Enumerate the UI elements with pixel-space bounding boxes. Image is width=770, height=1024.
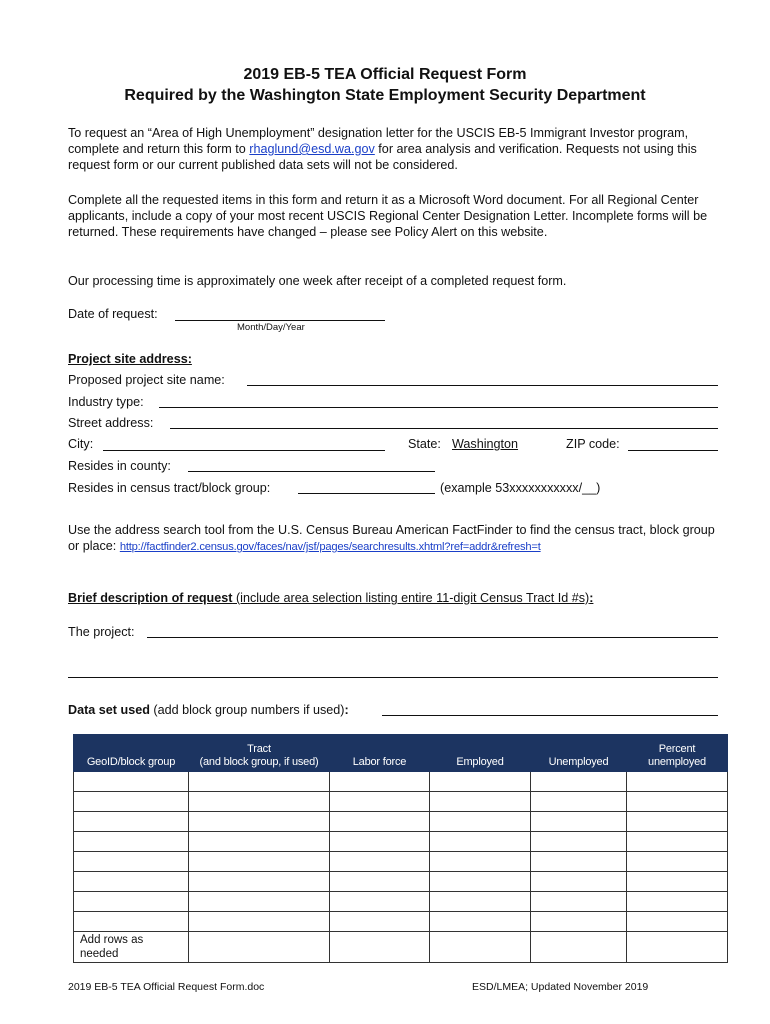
census-tool-text: Use the address search tool from the U.S. Census Bureau American FactFinder to find the census tract, block group or place:	[68, 523, 715, 553]
col-header-unemployed-text: Unemployed	[548, 756, 609, 768]
table-cell[interactable]	[74, 832, 189, 852]
table-cell[interactable]	[189, 832, 330, 852]
city-field[interactable]	[103, 450, 385, 451]
table-cell[interactable]	[74, 892, 189, 912]
table-cell[interactable]	[74, 912, 189, 932]
email-link[interactable]: rhaglund@esd.wa.gov	[249, 142, 375, 156]
table-cell[interactable]	[430, 832, 531, 852]
table-cell[interactable]	[531, 932, 627, 963]
industry-label: Industry type:	[68, 395, 144, 409]
table-cell[interactable]	[531, 792, 627, 812]
table-header-row	[74, 735, 728, 772]
table-row	[74, 812, 728, 832]
dataset-label-note: (add block group numbers if used)	[149, 703, 345, 717]
table-cell[interactable]	[430, 772, 531, 792]
table-cell[interactable]	[430, 792, 531, 812]
brief-description-heading	[68, 590, 593, 606]
date-field[interactable]	[175, 320, 385, 321]
col-header-employed	[430, 735, 531, 772]
dataset-field[interactable]	[382, 715, 718, 716]
table-cell[interactable]	[74, 772, 189, 792]
table-row-add-rows	[74, 932, 728, 963]
date-hint: Month/Day/Year	[237, 322, 305, 333]
table-cell[interactable]	[330, 812, 430, 832]
county-label: Resides in county:	[68, 459, 171, 473]
tract-field[interactable]	[298, 493, 435, 494]
street-field[interactable]	[170, 428, 718, 429]
col-header-tract-text: Tract (and block group, if used)	[199, 743, 319, 768]
table-cell[interactable]	[430, 812, 531, 832]
table-cell[interactable]	[189, 892, 330, 912]
table-cell[interactable]	[627, 832, 728, 852]
table-row	[74, 912, 728, 932]
table-cell[interactable]	[189, 932, 330, 963]
table-cell[interactable]	[627, 792, 728, 812]
table-cell[interactable]	[531, 872, 627, 892]
table-row	[74, 892, 728, 912]
county-field[interactable]	[188, 471, 435, 472]
table-cell[interactable]	[430, 932, 531, 963]
site-name-field[interactable]	[247, 385, 718, 386]
table-cell[interactable]	[189, 912, 330, 932]
table-cell[interactable]	[330, 912, 430, 932]
table-cell[interactable]	[74, 872, 189, 892]
zip-field[interactable]	[628, 450, 718, 451]
table-cell[interactable]	[531, 772, 627, 792]
table-cell[interactable]	[330, 792, 430, 812]
table-row	[74, 852, 728, 872]
industry-field[interactable]	[159, 407, 718, 408]
table-cell[interactable]	[430, 852, 531, 872]
col-header-percent-unemployed-text: Percent unemployed	[648, 743, 706, 768]
table-cell[interactable]	[74, 792, 189, 812]
table-cell[interactable]	[189, 772, 330, 792]
project-site-heading: Project site address:	[68, 352, 192, 366]
table-cell[interactable]	[330, 892, 430, 912]
col-header-geoid-text: GeoID/block group	[86, 756, 176, 768]
table-cell[interactable]	[74, 812, 189, 832]
table-cell[interactable]	[189, 852, 330, 872]
col-header-geoid	[74, 735, 189, 772]
project-label: The project:	[68, 625, 135, 639]
table-cell[interactable]	[627, 892, 728, 912]
dataset-label-colon: :	[344, 703, 349, 717]
col-header-employed-text: Employed	[456, 756, 504, 768]
intro-paragraph-3: Our processing time is approximately one week after receipt of a completed request form.	[68, 274, 567, 288]
table-cell[interactable]	[330, 772, 430, 792]
intro-paragraph-1	[68, 125, 728, 173]
street-label: Street address:	[68, 416, 154, 430]
tract-example: (example 53xxxxxxxxxxx/__)	[440, 481, 601, 495]
table-cell[interactable]	[74, 852, 189, 872]
table-cell[interactable]	[627, 932, 728, 963]
form-title: 2019 EB-5 TEA Official Request Form	[243, 66, 527, 83]
table-cell[interactable]	[531, 852, 627, 872]
project-field-line-1[interactable]	[147, 637, 718, 638]
table-cell[interactable]	[330, 932, 430, 963]
intro-paragraph-2: Complete all the requested items in this form and return it as a Microsoft Word document. For all Regional Center applicants, include a copy of your most recent USCIS Regional Center Designation Letter. Incomplete forms will be returned. These requirements have changed – please see Policy Alert on this website.	[68, 193, 708, 239]
table-cell[interactable]	[189, 792, 330, 812]
table-cell[interactable]	[627, 912, 728, 932]
brief-heading-colon: :	[589, 591, 594, 605]
brief-heading-bold: Brief description of request	[68, 591, 233, 605]
dataset-label	[68, 702, 349, 718]
table-cell[interactable]	[627, 852, 728, 872]
table-cell[interactable]	[627, 812, 728, 832]
footer-updated: ESD/LMEA; Updated November 2019	[472, 981, 649, 993]
date-label: Date of request:	[68, 307, 158, 321]
project-field-line-2[interactable]	[68, 677, 718, 678]
add-rows-note: Add rows as needed	[74, 932, 189, 963]
table-cell[interactable]	[430, 912, 531, 932]
table-row	[74, 792, 728, 812]
table-cell[interactable]	[430, 872, 531, 892]
zip-label: ZIP code:	[566, 437, 620, 451]
table-cell[interactable]	[189, 812, 330, 832]
table-cell[interactable]	[627, 872, 728, 892]
state-value: Washington	[452, 437, 519, 451]
state-label: State:	[408, 437, 441, 451]
brief-heading-note: (include area selection listing entire 11-digit Census Tract Id #s)	[232, 591, 590, 605]
table-cell[interactable]	[531, 812, 627, 832]
table-row	[74, 872, 728, 892]
table-cell[interactable]	[531, 832, 627, 852]
table-cell[interactable]	[189, 872, 330, 892]
col-header-labor-force	[330, 735, 430, 772]
table-cell[interactable]	[531, 912, 627, 932]
table-row	[74, 772, 728, 792]
col-header-percent-unemployed	[627, 735, 728, 772]
census-tool-paragraph	[68, 522, 728, 555]
intro-text-before-link: To request an “Area of High Unemployment” designation letter for the USCIS EB-5 Immigrant Investor program, complete and return this form to	[68, 126, 689, 156]
data-table	[73, 734, 728, 963]
city-label: City:	[68, 437, 94, 451]
table-cell[interactable]	[330, 852, 430, 872]
col-header-unemployed	[531, 735, 627, 772]
factfinder-link[interactable]: http://factfinder2.census.gov/faces/nav/jsf/pages/searchresults.xhtml?ref=addr&refresh=t	[119, 541, 541, 553]
col-header-labor-force-text: Labor force	[352, 756, 407, 768]
table-cell[interactable]	[531, 892, 627, 912]
tract-label: Resides in census tract/block group:	[68, 481, 271, 495]
site-name-label: Proposed project site name:	[68, 373, 225, 387]
dataset-label-bold: Data set used	[68, 703, 150, 717]
col-header-tract	[189, 735, 330, 772]
table-cell[interactable]	[330, 872, 430, 892]
table-cell[interactable]	[330, 832, 430, 852]
table-cell[interactable]	[627, 772, 728, 792]
footer-filename: 2019 EB-5 TEA Official Request Form.doc	[68, 981, 265, 993]
table-row	[74, 832, 728, 852]
form-subtitle: Required by the Washington State Employment Security Department	[124, 87, 646, 104]
table-cell[interactable]	[430, 892, 531, 912]
intro-text-after-link: for area analysis and verification. Requests not using this request form or our current published data sets will not be considered.	[68, 142, 697, 172]
